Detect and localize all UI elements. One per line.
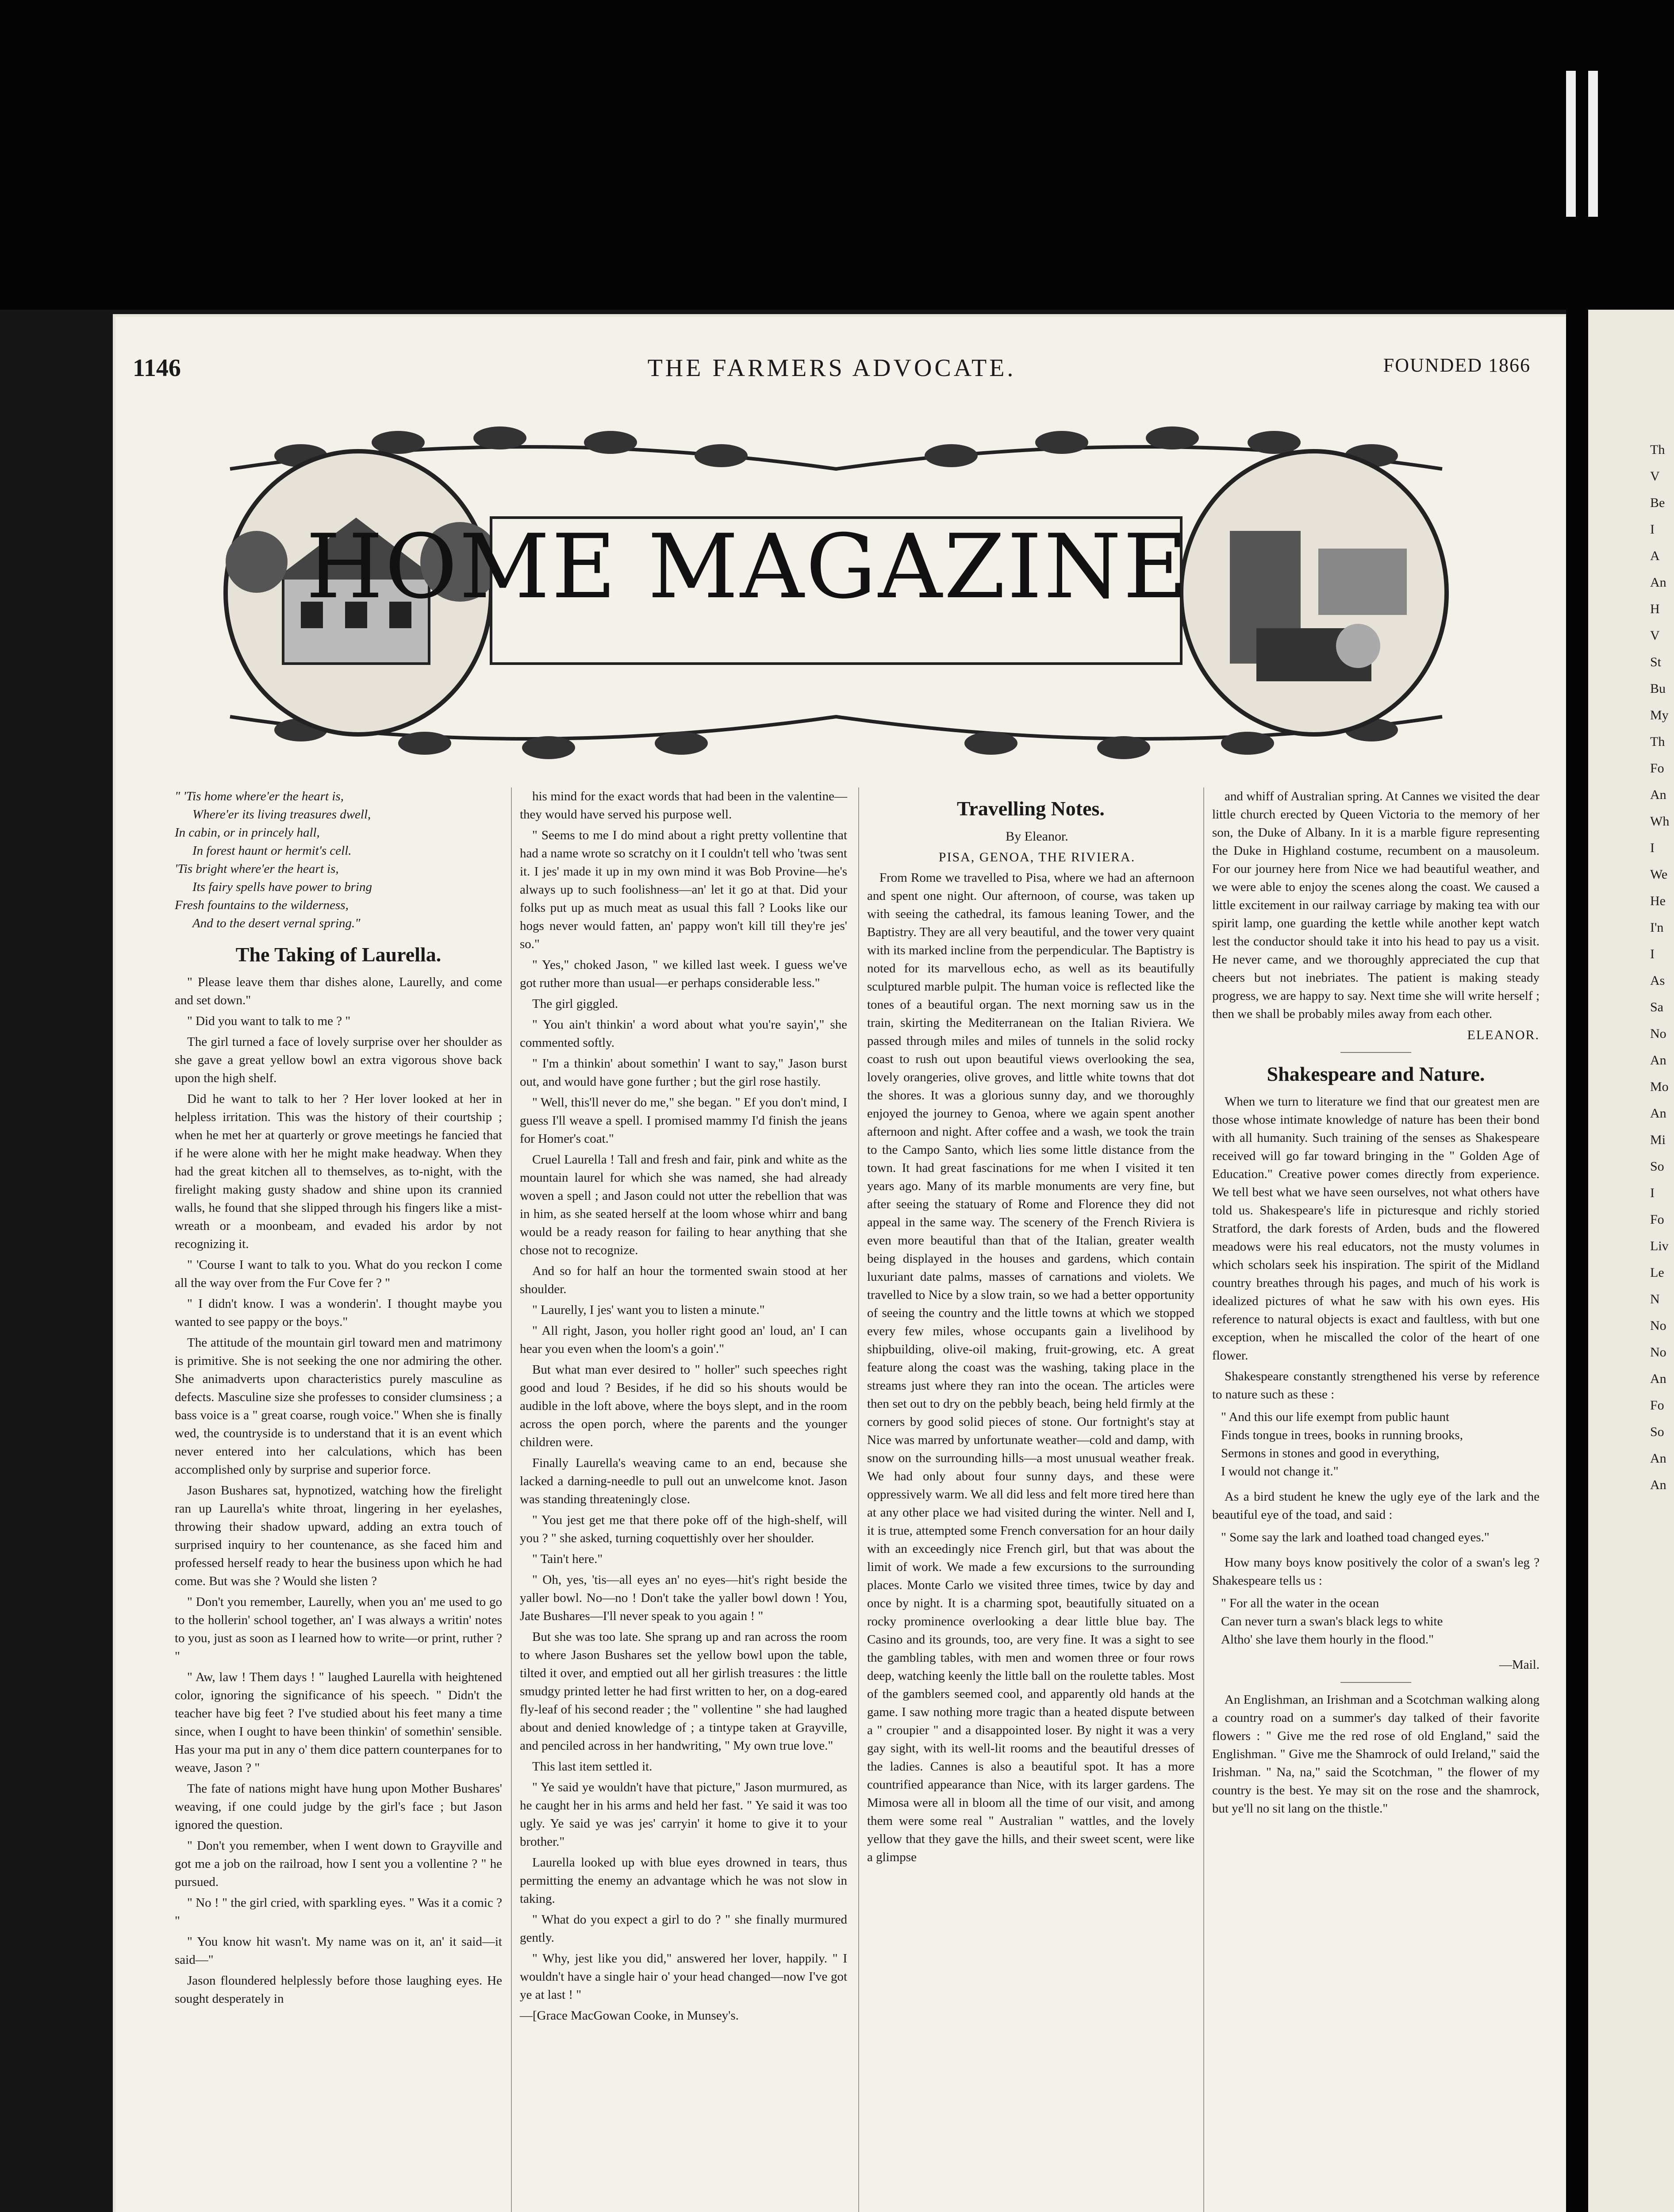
paragraph: " Seems to me I do mind about a right pretty vollentine that had a name wrote so scratchy on it I couldn't tell who 'twas sent it. I jes' made it up in my own mind it was Bob Provine—he's always up to such foolishness—an' let it go at that. Did your folks put up as much meat as usual this fall ? Looks like our hogs never would fatten, an' pappy won't kill till they're jes' so." bbox=[520, 828, 847, 951]
paragraph: " You jest get me that there poke off of the high-shelf, will you ? " she asked, turning coquettishly over her shoulder. bbox=[520, 1513, 847, 1545]
running-title: THE FARMERS ADVOCATE. bbox=[647, 354, 1016, 382]
poem-line: And to the desert vernal spring." bbox=[192, 916, 361, 930]
poem-home bbox=[175, 787, 502, 933]
travelling-subhead: PISA, GENOA, THE RIVIERA. bbox=[938, 850, 1136, 864]
adjacent-page-fragment: Liv bbox=[1650, 1239, 1669, 1253]
paragraph: Jason Bushares sat, hypnotized, watching how the firelight ran up Laurella's white throat, lingering in her eyelashes, throwing their shadow upward, adding an extra touch of surprised inquiry to her countenance, as she faced him and professed herself ready to hear the business upon which he had come. But was she ? Would she listen ? bbox=[175, 1483, 502, 1588]
poem-line: Fresh fountains to the wilderness, bbox=[175, 898, 349, 912]
column-rule bbox=[511, 787, 512, 2212]
article-title-shakespeare: Shakespeare and Nature. bbox=[1267, 1063, 1485, 1085]
adjacent-page-fragment: An bbox=[1650, 1451, 1666, 1466]
poem-line: Its fairy spells have power to bring bbox=[192, 880, 372, 894]
paragraph: " You ain't thinkin' a word about what you're sayin'," she commented softly. bbox=[520, 1018, 847, 1050]
page-number: 1146 bbox=[133, 354, 181, 382]
adjacent-page-fragment: I'n bbox=[1650, 920, 1664, 935]
paragraph: Jason floundered helplessly before those laughing eyes. He sought desperately in bbox=[175, 1974, 502, 2006]
paragraph: The girl giggled. bbox=[532, 997, 618, 1011]
verse-line: " And this our life exempt from public haunt bbox=[1221, 1410, 1450, 1424]
adjacent-page-fragment: Bu bbox=[1650, 681, 1666, 696]
paragraph: But what man ever desired to " holler" such speeches right good and loud ? Besides, if he did so his shouts would be audible in the loft above, where the boys slept, and in the room across the open porch, where the parents and the younger children were. bbox=[520, 1363, 847, 1449]
poem-line: 'Tis bright where'er the heart is, bbox=[175, 862, 339, 876]
flowers-anecdote: An Englishman, an Irishman and a Scotchman walking along a country road on a summer's day talked of their favorite flowers : " Give me the red rose of old England," said the Englishman. " Give me the Shamrock of ould Ireland," said the Irishman. " Na, na," said the Scotchman, " the flower of my country is the best. Ye may sit on the rose and the shamrock, but ye'll no sit lang on the thistle." bbox=[1212, 1693, 1540, 1816]
shakespeare-verse-3 bbox=[1221, 1594, 1540, 1649]
paragraph: and whiff of Australian spring. At Cannes we visited the dear little church erected by Queen Victoria to the memory of her son, the Duke of Albany. In it is a marble figure representing the Duke in Highland costume, recumbent on a mausoleum. For our journey here from Nice we had beautiful weather, and we were able to enjoy the scenes along the coast. We caused a little excitement in our railway carriage by making tea with our spirit lamp, one guarding the kettle while another kept watch lest the conductor should take it into his head to pay us a visit. He never came, and we thoroughly appreciated the cup that cheers but not inebriates. The patient is making steady progress, we are happy to say. Next time she will write herself ; then we shall be probably miles away from each other. bbox=[1212, 789, 1540, 1021]
adjacent-page-fragment: So bbox=[1650, 1425, 1664, 1439]
paragraph: " Don't you remember, Laurelly, when you an' me used to go to the hollerin' school together, an' I was always a writin' notes to you, just as soon as I learned how to write—or print, ruther ? " bbox=[175, 1595, 502, 1663]
adjacent-page-fragment: I bbox=[1650, 1186, 1655, 1200]
paragraph: " Oh, yes, 'tis—all eyes an' no eyes—hit's right beside the yaller bowl. No—no ! Don't take the yaller bowl down ! You, Jate Bushares—I'll never speak to you again ! " bbox=[520, 1573, 847, 1623]
travelling-part-2 bbox=[1212, 787, 1540, 1023]
adjacent-page-fragment: An bbox=[1650, 787, 1666, 802]
paragraph: " Aw, law ! Them days ! " laughed Laurella with heightened color, ignoring the significance of his speech. " Didn't the teacher have big feet ? I've studied about his feet many a time since, when I ought to have been thinkin' of somethin' sensible. Has your ma put in any o' them dice pattern counterpanes for to weave, Jason ? " bbox=[175, 1670, 502, 1775]
adjacent-page-fragment: No bbox=[1650, 1026, 1666, 1041]
adjacent-page-fragment: An bbox=[1650, 1371, 1666, 1386]
adjacent-page-fragment: Le bbox=[1650, 1265, 1664, 1280]
column-4 bbox=[1212, 787, 1540, 2212]
scan-edge-mark bbox=[1588, 71, 1598, 217]
adjacent-page-fragment: Th bbox=[1650, 734, 1665, 749]
travelling-part-1 bbox=[867, 869, 1194, 1866]
paragraph: But she was too late. She sprang up and ran across the room to where Jason Bushares set the yellow bowl upon the table, tilted it over, and emptied out all her girlish treasures : the little smudgy printed letter he had first written to her, on a dog-eared fly-leaf of his second reader ; the " vollentine " she had laughed about and denied knowledge of ; a tintype taken at Grayville, and penciled across in her handwriting, " My own true love." bbox=[520, 1630, 847, 1753]
verse-line: Sermons in stones and good in everything, bbox=[1221, 1446, 1440, 1460]
adjacent-page-fragment: St bbox=[1650, 655, 1662, 669]
adjacent-page-fragment: Wh bbox=[1650, 814, 1670, 829]
laurella-part-2 bbox=[520, 787, 847, 2004]
adjacent-page-fragment: Fo bbox=[1650, 1398, 1664, 1413]
adjacent-page-fragment: I bbox=[1650, 841, 1655, 855]
shakespeare-para-4: How many boys know positively the color of a swan's leg ? Shakespeare tells us : bbox=[1212, 1555, 1540, 1588]
paragraph: Did he want to talk to her ? Her lover looked at her in helpless irritation. This was the history of their courtship ; when he met her at quarterly or grove meetings he fancied that if he were alone with her he might make headway. When they had the great kitchen all to themselves, as to-night, with the firelight making gusty shadow and shine upon its crannied walls, he found that she slipped through his fingers like a mist-wreath or a moonbeam, and evaded his ardor by not recognizing it. bbox=[175, 1092, 502, 1251]
paragraph: " Please leave them thar dishes alone, Laurelly, and come and set down." bbox=[175, 975, 502, 1007]
poem-line: " 'Tis home where'er the heart is, bbox=[175, 789, 344, 803]
paragraph: " Laurelly, I jes' want you to listen a minute." bbox=[532, 1303, 765, 1317]
adjacent-page-fragment: No bbox=[1650, 1345, 1666, 1359]
paragraph: " Why, jest like you did," answered her lover, happily. " I wouldn't have a single hair o' your head changed—now I've got ye at last ! " bbox=[520, 1951, 847, 2002]
paragraph: Laurella looked up with blue eyes drowned in tears, thus permitting the enemy an advantage which he was not slow in taking. bbox=[520, 1855, 847, 1906]
scan-border-top bbox=[0, 0, 1674, 310]
scan-edge-mark bbox=[1566, 71, 1576, 217]
paragraph: " Ye said ye wouldn't have that picture," Jason murmured, as he caught her in his arms and held her fast. " Ye said it was too ugly. Ye said ye was jes' carryin' it home to give it to your brother." bbox=[520, 1780, 847, 1849]
poem-line: In cabin, or in princely hall, bbox=[175, 826, 320, 840]
verse-line: Altho' she lave them hourly in the flood." bbox=[1221, 1632, 1434, 1647]
paragraph: " Yes," choked Jason, " we killed last week. I guess we've got ruther more than usual—er perhaps considerable less." bbox=[520, 958, 847, 990]
adjacent-page-fragment: Th bbox=[1650, 442, 1665, 457]
adjacent-page-fragment: I bbox=[1650, 947, 1655, 961]
adjacent-page-fragment: Fo bbox=[1650, 761, 1664, 776]
paragraph: Cruel Laurella ! Tall and fresh and fair, pink and white as the mountain laurel for which she was named, she had already woven a spell ; and Jason could not utter the rebellion that was in him, as she seated herself at the loom whose whirr and bang would be a ready reason for failing to hear anything that she chose not to recognize. bbox=[520, 1152, 847, 1257]
adjacent-page-fragment: No bbox=[1650, 1318, 1666, 1333]
adjacent-page-fragment: We bbox=[1650, 867, 1668, 882]
adjacent-page-fragment: Be bbox=[1650, 495, 1665, 510]
paragraph: The fate of nations might have hung upon Mother Bushares' weaving, if one could judge by the girl's face ; but Jason ignored the question. bbox=[175, 1782, 502, 1832]
adjacent-page-fragment: V bbox=[1650, 628, 1660, 643]
column-rule bbox=[1203, 787, 1204, 2212]
adjacent-page-fragment: An bbox=[1650, 575, 1666, 590]
paragraph: The attitude of the mountain girl toward men and matrimony is primitive. She is not seeking the one nor admiring the other. She animadverts upon characteristics purely masculine as defects. Masculine size she professes to consider clumsiness ; a bass voice is a " great coarse, rough voice." When she is finally wed, the countryside is to understand that it is an event which never entered into her calculations, which has been accomplished only by surprise and superior force. bbox=[175, 1336, 502, 1477]
travelling-byline: By Eleanor. bbox=[1006, 829, 1068, 844]
paragraph: " 'Course I want to talk to you. What do you reckon I come all the way over from the Fur Cove fer ? " bbox=[175, 1258, 502, 1290]
shakespeare-para-3: As a bird student he knew the ugly eye of the lark and the beautiful eye of the toad, and said : bbox=[1212, 1490, 1540, 1522]
paragraph: his mind for the exact words that had been in the valentine—they would have served his purpose well. bbox=[520, 789, 847, 822]
shakespeare-verse-1 bbox=[1221, 1408, 1540, 1481]
paragraph: " I didn't know. I was a wonderin'. I thought maybe you wanted to see pappy or the boys." bbox=[175, 1297, 502, 1329]
column-1 bbox=[175, 787, 502, 2212]
adjacent-page-strip bbox=[1588, 310, 1674, 2212]
adjacent-page-fragment: So bbox=[1650, 1159, 1664, 1174]
shakespeare-para-2: Shakespeare constantly strengthened his verse by reference to nature such as these : bbox=[1212, 1369, 1540, 1402]
gutter-shadow bbox=[1566, 310, 1588, 2212]
verse-line: I would not change it." bbox=[1221, 1464, 1339, 1479]
travelling-signoff: ELEANOR. bbox=[1467, 1028, 1540, 1042]
paragraph: And so for half an hour the tormented swain stood at her shoulder. bbox=[520, 1264, 847, 1296]
paragraph: " What do you expect a girl to do ? " she finally murmured gently. bbox=[520, 1912, 847, 1945]
verse-line: " Some say the lark and loathed toad changed eyes." bbox=[1221, 1530, 1490, 1544]
paragraph: " No ! " the girl cried, with sparkling eyes. " Was it a comic ? " bbox=[175, 1896, 502, 1928]
adjacent-page-fragment: N bbox=[1650, 1292, 1660, 1306]
article-title-laurella: The Taking of Laurella. bbox=[235, 943, 442, 966]
paragraph: This last item settled it. bbox=[532, 1759, 653, 1774]
paragraph: " Don't you remember, when I went down to Grayville and got me a job on the railroad, how I sent you a vollentine ? " he pursued. bbox=[175, 1839, 502, 1889]
adjacent-page-fragment: Mi bbox=[1650, 1133, 1666, 1147]
adjacent-page-fragment: An bbox=[1650, 1053, 1666, 1068]
paragraph: The girl turned a face of lovely surprise over her shoulder as she gave a great yellow bowl an extra vigorous shove back upon the high shelf. bbox=[175, 1035, 502, 1085]
poem-line: Where'er its living treasures dwell, bbox=[192, 807, 371, 822]
paragraph: " You know hit wasn't. My name was on it, an' it said—it said—" bbox=[175, 1935, 502, 1967]
paragraph: From Rome we travelled to Pisa, where we had an afternoon and spent one night. Our afternoon, of course, was taken up with seeing the cathedral, its famous leaning Tower, and the Baptistry. They are all very beautiful, and the tower very quaint with its marked incline from the perpendicular. The Baptistry is noted for its marvellous echo, as well as its beautifully sculptured marble pulpit. The human voice is reflected like the tones of a beautiful organ. The next morning saw us in the train, skirting the Mediterranean on the Italian Riviera. We passed through miles and miles of tunnels in the solid rocky coast to rush out upon beautiful views overlooking the sea, lovely orangeries, olive groves, and little white towns that dot the shores. It was a glorious sunny day, and we thoroughly enjoyed the journey to Genoa, where we again spent another afternoon and night. After coffee and a wash, we took the train to the Campo Santo, which lies some little distance from the town. It had great fascinations for me when I visited it ten years ago. Many of its marble monuments are very fine, but after seeing the statuary of Rome and Florence they did not appeal in the same way. The scenery of the French Riviera is even more beautiful than that of the Italian, greater wealth being displayed in the houses and gardens, which contain luxuriant date palms, masses of carnations and violets. We travelled to Nice by a slow train, so we had a better opportunity of seeing the country and the little towns at which we stopped every few miles, whose occupants gain a livelihood by shipbuilding, olive-oil making, fruit-growing, etc. A great feature along the coast was the washing, taking place in the streams just where they ran into the ocean. The articles were then set out to dry on the pebbly beach, being held firmly at the corners by good solid pieces of stone. Our fortnight's stay at Nice was marred by unfortunate weather—cold and damp, with snow on the surrounding hills—a most unusual weather freak. We had only about four sunny days, and these were oppressively warm. We all did less and felt more tired here than at any other place we had visited during the winter. Nell and I, it is true, attempted some French conversation for an hour daily with an exceedingly nice French girl, but that was about the limit of work. We made a few excursions to the surrounding places. Monte Carlo we visited three times, twice by day and once by night. It is a charming spot, beautifully situated on a rocky prominence overlooking a dear little blue bay. The Casino and its grounds, too, are very fine. It was a sight to see the gambling tables, with men and women three or four rows deep, watching keenly the little ball on the roulette tables. Most of the gamblers seemed cool, and apparently old hands at the game. I saw nothing more tragic than a heated dispute between a " croupier " and a disappointed loser. By night it was a very gay sight, with its well-lit rooms and the beautiful dresses of the ladies. Cannes is also a beautiful spot. It has a more countrified appearance than Nice, with its larger gardens. The Mimosa were all in bloom all the time of our visit, and among them were some real " Australian " wattles, and the lovely yellow that they gave the hills, and their sweet scent, were like a glimpse bbox=[867, 871, 1194, 1864]
shakespeare-para-1: When we turn to literature we find that our greatest men are those whose intimate knowledge of nature has been their bond with all humanity. Such training of the senses as Shakespeare received will go far toward bringing in the " Golden Age of Education." Creative power comes directly from experience. We tell best what we have seen ourselves, not what others have told us. Shakespeare's life in picturesque and richly storied Stratford, the dark forests of Arden, buds and the flowered meadows were his real educators, not the musty volumes in which scholars seek his inspiration. The spirit of the Midland country breathes through his pages, and much of his work is idealized pictures of what he saw with his own eyes. His reference to natural objects is exact and faultless, with but one exception, when he miscalled the color of the heart of one flower. bbox=[1212, 1094, 1540, 1363]
verse-line: Finds tongue in trees, books in running brooks, bbox=[1221, 1428, 1463, 1442]
column-3 bbox=[867, 787, 1194, 2212]
verse-line: " For all the water in the ocean bbox=[1221, 1596, 1379, 1610]
adjacent-page-fragment: My bbox=[1650, 708, 1669, 722]
paragraph: " All right, Jason, you holler right good an' loud, an' I can hear you even when the loom's a goin'." bbox=[520, 1324, 847, 1356]
section-divider bbox=[1340, 1052, 1411, 1053]
adjacent-page-fragment: As bbox=[1650, 973, 1665, 988]
shakespeare-verse-2 bbox=[1221, 1528, 1540, 1547]
adjacent-page-fragment: V bbox=[1650, 469, 1660, 484]
paragraph: " Did you want to talk to me ? " bbox=[187, 1014, 351, 1028]
verse-line: Can never turn a swan's black legs to white bbox=[1221, 1614, 1443, 1628]
paragraph: " Well, this'll never do me," she began. " Ef you don't mind, I guess I'll weave a spell. I promised mammy I'd finish the jeans for Homer's coat." bbox=[520, 1095, 847, 1146]
column-2 bbox=[520, 787, 847, 2212]
page-header bbox=[133, 354, 1531, 389]
paragraph: " I'm a thinkin' about somethin' I want to say," Jason burst out, and would have gone further ; but the girl rose hastily. bbox=[520, 1056, 847, 1089]
paragraph: " Tain't here." bbox=[532, 1552, 603, 1566]
adjacent-page-fragment: A bbox=[1650, 549, 1660, 563]
laurella-source: —[Grace MacGowan Cooke, in Munsey's. bbox=[520, 2008, 739, 2023]
adjacent-page-fragment: An bbox=[1650, 1478, 1666, 1492]
adjacent-page-fragment: Sa bbox=[1650, 1000, 1663, 1014]
shakespeare-source: —Mail. bbox=[1499, 1658, 1540, 1672]
adjacent-page-fragment: H bbox=[1650, 602, 1660, 616]
founded-note: FOUNDED 1866 bbox=[1383, 354, 1531, 376]
paragraph: Finally Laurella's weaving came to an end, because she lacked a darning-needle to pull out an unwelcome knot. Jason was standing threateningly close. bbox=[520, 1456, 847, 1506]
adjacent-page-fragment: Mo bbox=[1650, 1079, 1669, 1094]
column-rule bbox=[858, 787, 859, 2212]
poem-line: In forest haunt or hermit's cell. bbox=[192, 844, 352, 858]
adjacent-page-fragment: An bbox=[1650, 1106, 1666, 1121]
article-title-travelling: Travelling Notes. bbox=[957, 797, 1105, 820]
adjacent-page-fragment: Fo bbox=[1650, 1212, 1664, 1227]
adjacent-page-fragment: He bbox=[1650, 894, 1666, 908]
adjacent-page-fragment: I bbox=[1650, 522, 1655, 537]
masthead-title: HOME MAGAZINE bbox=[306, 515, 1190, 618]
laurella-part-1 bbox=[175, 973, 502, 2008]
section-divider bbox=[1340, 1682, 1411, 1683]
